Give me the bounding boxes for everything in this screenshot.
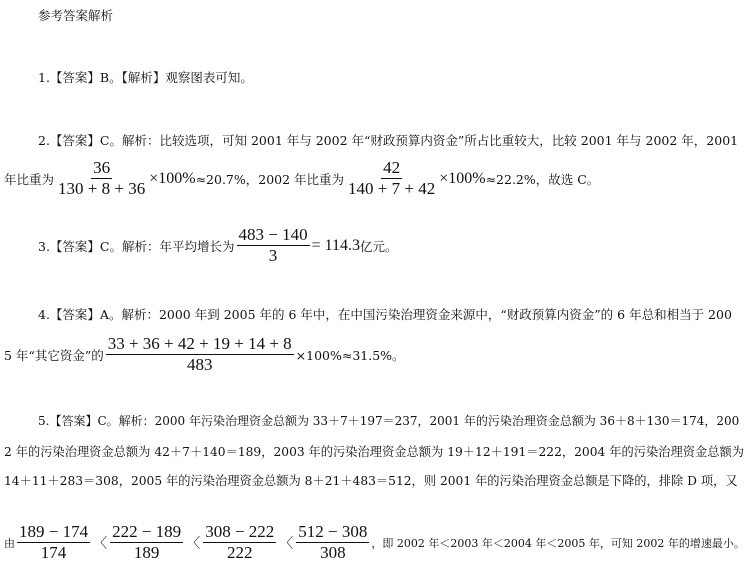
q5-fraction-denominator: 174 bbox=[40, 543, 67, 562]
q5-fraction-numerator: 189 − 174 bbox=[19, 522, 89, 541]
q5-fraction-2005 bbox=[296, 522, 369, 563]
q5-fraction-numerator: 512 − 308 bbox=[298, 522, 368, 541]
q2-times-2: ×100% bbox=[439, 169, 486, 187]
q3-fraction-numerator: 483 − 140 bbox=[238, 225, 308, 244]
q4-fraction bbox=[106, 334, 294, 375]
q5-line3: 14＋11＋283＝308，2005 年的污染治理资金总额为 8＋21＋483＝512，则 2001 年的污染治理资金总额是下降的，排除 D 项，又 bbox=[4, 474, 738, 488]
q2-formula-line bbox=[4, 158, 599, 199]
q5-formula-line bbox=[4, 522, 745, 563]
q5-fraction-2002 bbox=[17, 522, 90, 563]
less-than-sign: 〈 bbox=[186, 535, 201, 552]
q2-pre: 年比重为 bbox=[4, 171, 55, 187]
q4-fraction-denominator: 483 bbox=[186, 355, 213, 374]
q2-post: ≈22.2%，故选 C。 bbox=[485, 171, 600, 187]
q4-pre: 5 年“其它资金”的 bbox=[4, 347, 104, 363]
q5-line2: 2 年的污染治理资金总额为 42＋7＋140＝189，2003 年的污染治理资金总额为 19＋12＋191＝222，2004 年的污染治理资金总额为 bbox=[4, 445, 744, 459]
q3-line bbox=[38, 225, 398, 266]
q3-pre: 3.【答案】C。解析：年平均增长为 bbox=[38, 238, 235, 254]
q4-formula-line bbox=[4, 334, 405, 375]
q2-fraction-2001-numerator: 36 bbox=[93, 158, 111, 177]
q5-fraction-2004 bbox=[203, 522, 276, 563]
q3-result: = 114.3 bbox=[311, 236, 361, 254]
q5-fraction-denominator: 222 bbox=[226, 543, 253, 562]
q2-fraction-2001-denominator: 130 + 8 + 36 bbox=[58, 179, 146, 198]
q2-fraction-2002 bbox=[346, 158, 437, 199]
q5-fraction-numerator: 308 − 222 bbox=[205, 522, 275, 541]
q5-fraction-denominator: 308 bbox=[320, 543, 346, 562]
q4-post: ×100%≈31.5%。 bbox=[295, 347, 405, 363]
q3-fraction bbox=[237, 225, 310, 266]
q2-mid: ≈20.7%，2002 年比重为 bbox=[195, 171, 345, 187]
q5-post: ，即 2002 年＜2003 年＜2004 年＜2005 年，可知 2002 年的增速最小。 bbox=[371, 536, 745, 550]
q5-fraction-2003 bbox=[110, 522, 183, 563]
q5-pre: 由 bbox=[4, 536, 15, 550]
q5-fraction-numerator: 222 − 189 bbox=[112, 522, 182, 541]
q2-fraction-2002-numerator: 42 bbox=[383, 158, 401, 177]
q4-line1: 4.【答案】A。解析：2000 年到 2005 年的 6 年中，在中国污染治理资金来源中，“财政预算内资金”的 6 年总和相当于 200 bbox=[38, 307, 732, 322]
q2-line1: 2.【答案】C。解析：比较选项，可知 2001 年与 2002 年“财政预算内资金”所占比重较大，比较 2001 年与 2002 年，2001 bbox=[38, 133, 739, 148]
q2-times-1: ×100% bbox=[149, 169, 196, 187]
q3-fraction-denominator: 3 bbox=[268, 246, 278, 265]
q2-fraction-2002-denominator: 140 + 7 + 42 bbox=[348, 179, 436, 198]
q4-fraction-numerator: 33 + 36 + 42 + 19 + 14 + 8 bbox=[107, 334, 292, 353]
heading: 参考答案解析 bbox=[38, 8, 114, 23]
q3-post: 亿元。 bbox=[360, 238, 398, 254]
q5-fraction-denominator: 189 bbox=[133, 543, 160, 562]
q5-line1: 5.【答案】C。解析：2000 年污染治理资金总额为 33＋7＋197＝237，2001 年的污染治理资金总额为 36＋8＋130＝174，200 bbox=[38, 414, 740, 428]
q2-fraction-2001 bbox=[56, 158, 147, 199]
less-than-sign: 〈 bbox=[93, 535, 108, 552]
q1-answer: 1.【答案】B。【解析】观察图表可知。 bbox=[38, 70, 253, 85]
less-than-sign: 〈 bbox=[279, 535, 294, 552]
